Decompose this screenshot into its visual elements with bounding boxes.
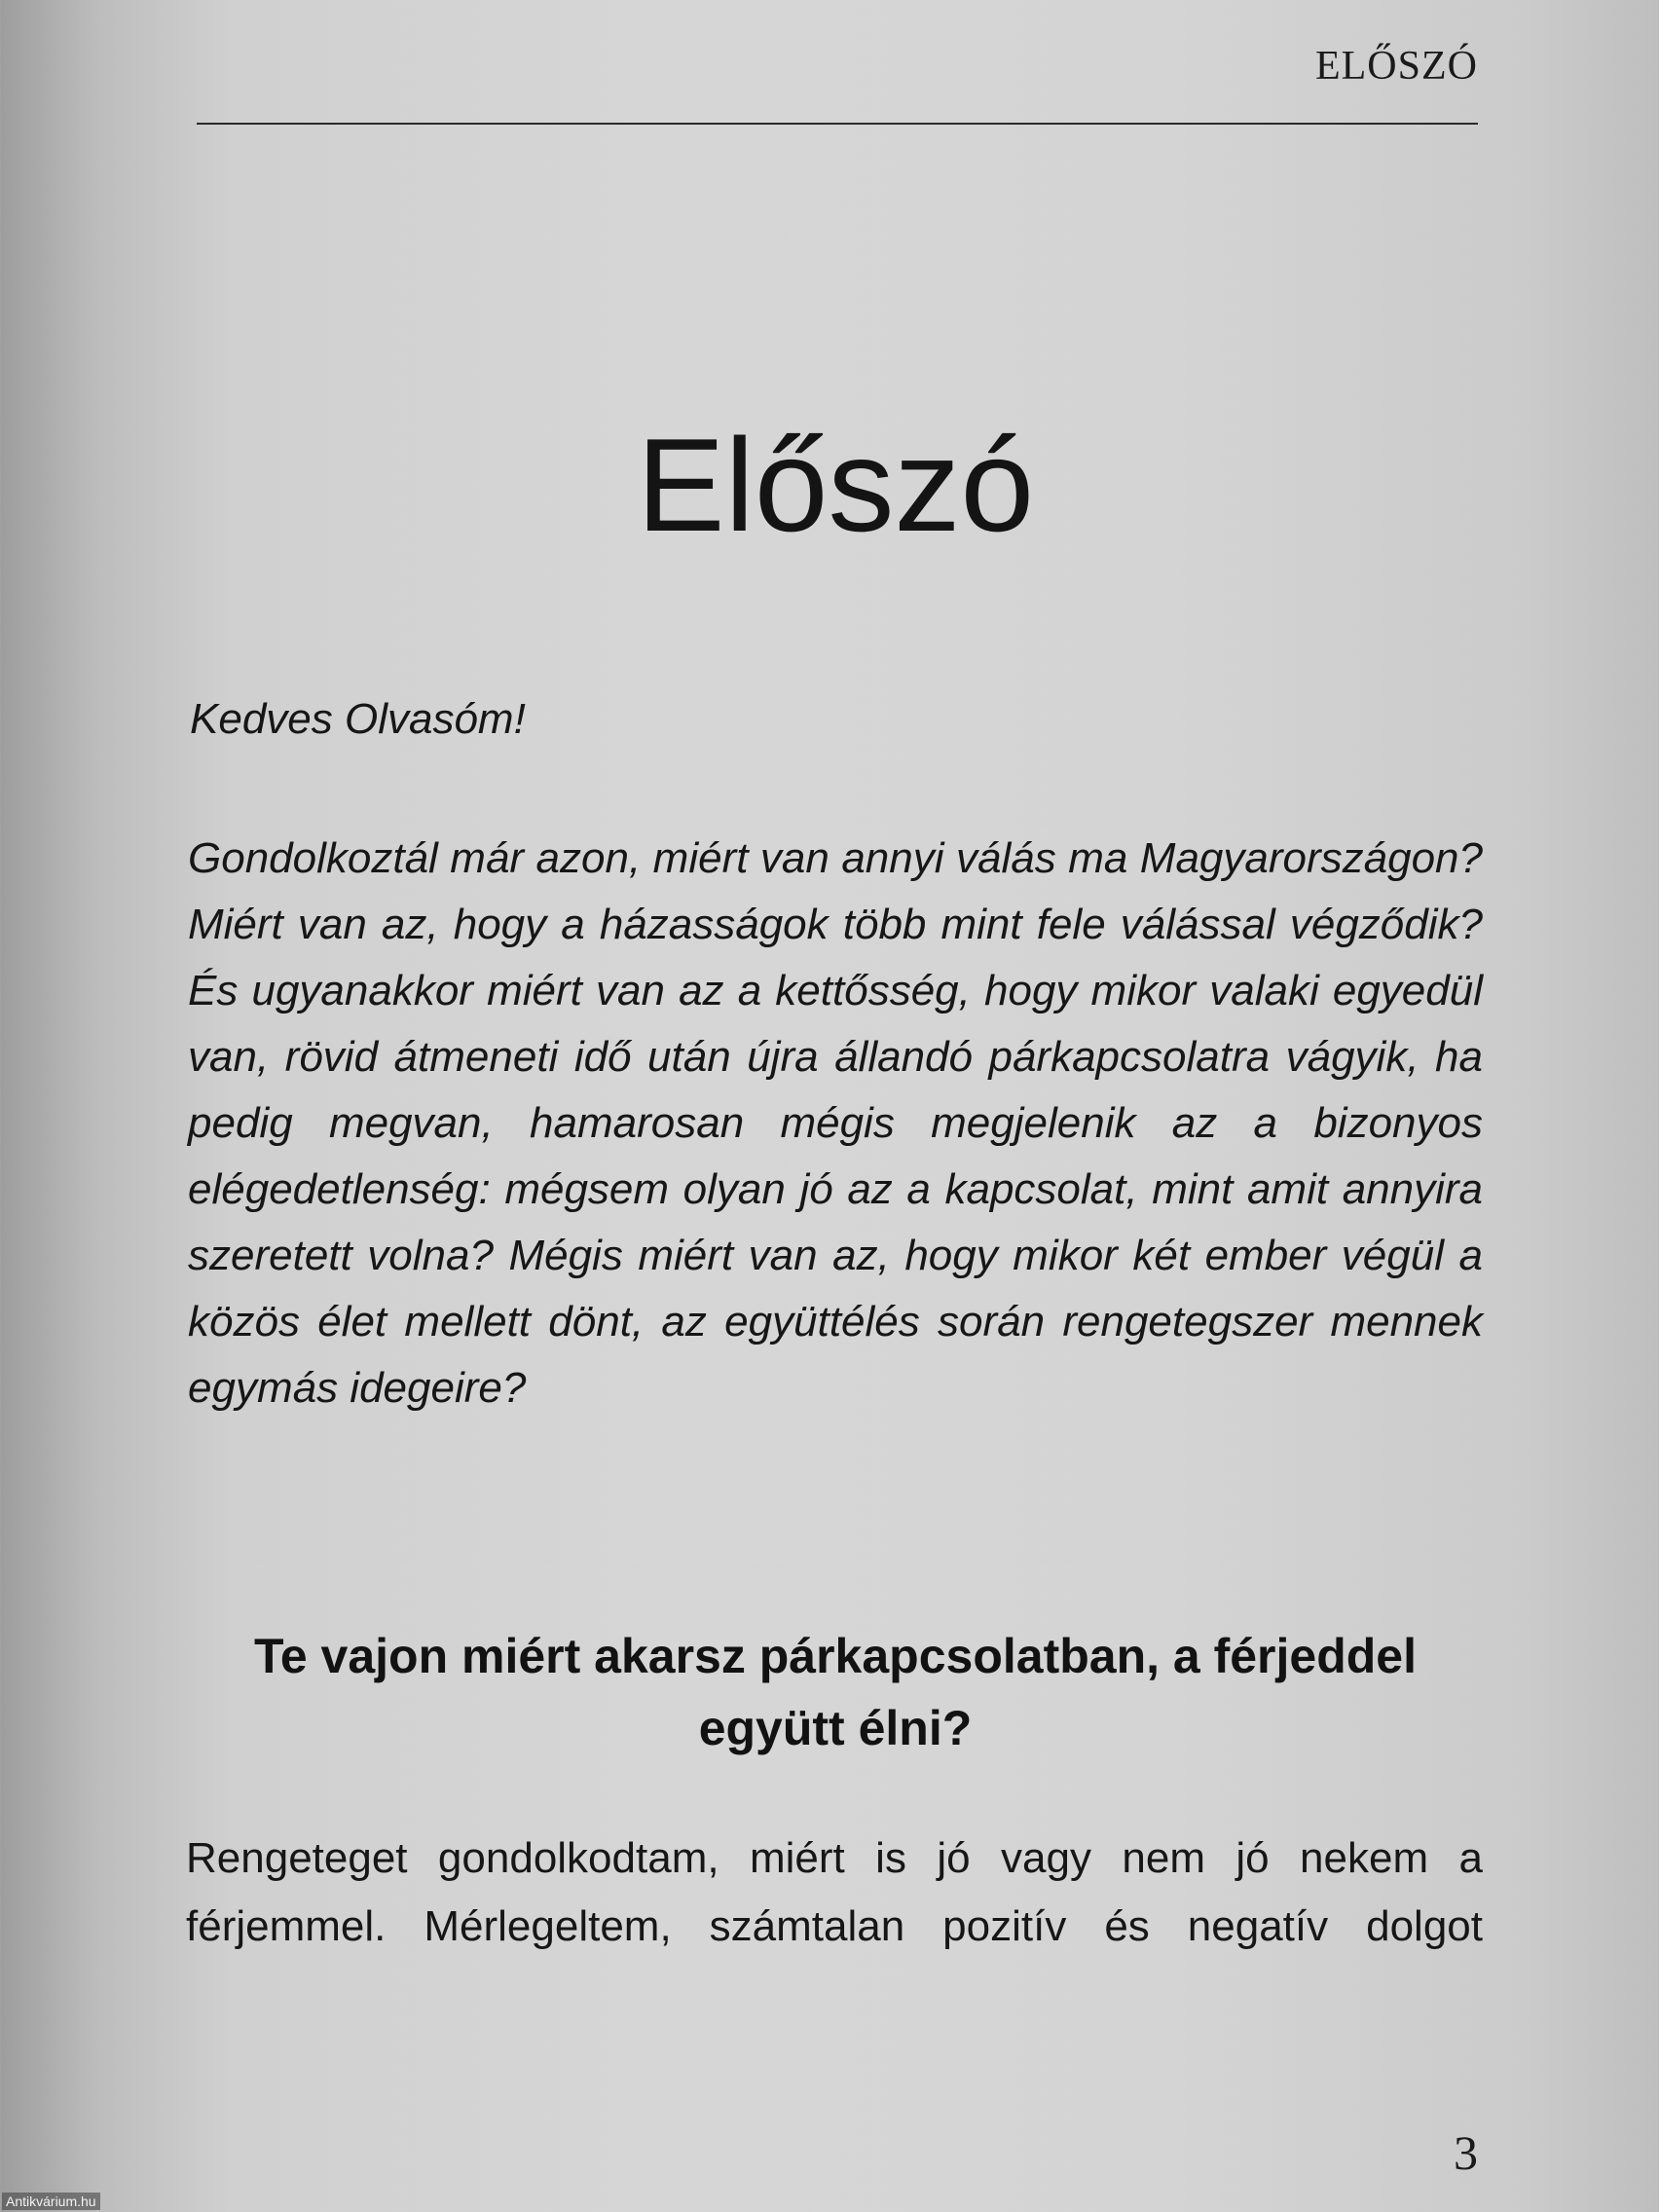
header-rule [197,123,1478,125]
body-paragraph: Rengeteget gondolkodtam, miért is jó vagy nem jó nekem a férjemmel. Mérlegeltem, számtalan pozitív és negatív dolgot [186,1834,1483,1950]
intro-paragraph: Gondolkoztál már azon, miért van annyi válás ma Magyarországon? Miért van az, hogy a házasságok több mint fele válással végződik? És ugyanakkor miért van az a kettősség, hogy mikor valaki egyedül van, rövid átmeneti idő után újra állandó párkapcsolatra vágyik, ha pedig megvan, hamarosan mégis megjelenik az a bizonyos elégedetlenség: mégsem olyan jó az a kapcsolat, mint amit annyira szeretett volna? Mégis miért van az, hogy mikor két ember végül a közös élet mellett dönt, az együttélés során rengetegszer mennek egymás idegeire? [188,834,1483,1412]
section-heading: Te vajon miért akarsz párkapcsolatban, a férjeddel együtt élni? [254,1629,1417,1755]
watermark: Antikvárium.hu [2,2193,100,2210]
chapter-title: Előszó [636,411,1035,559]
salutation: Kedves Olvasóm! [190,695,526,743]
running-header: ELŐSZÓ [1315,44,1478,89]
page-number: 3 [1454,2125,1478,2180]
